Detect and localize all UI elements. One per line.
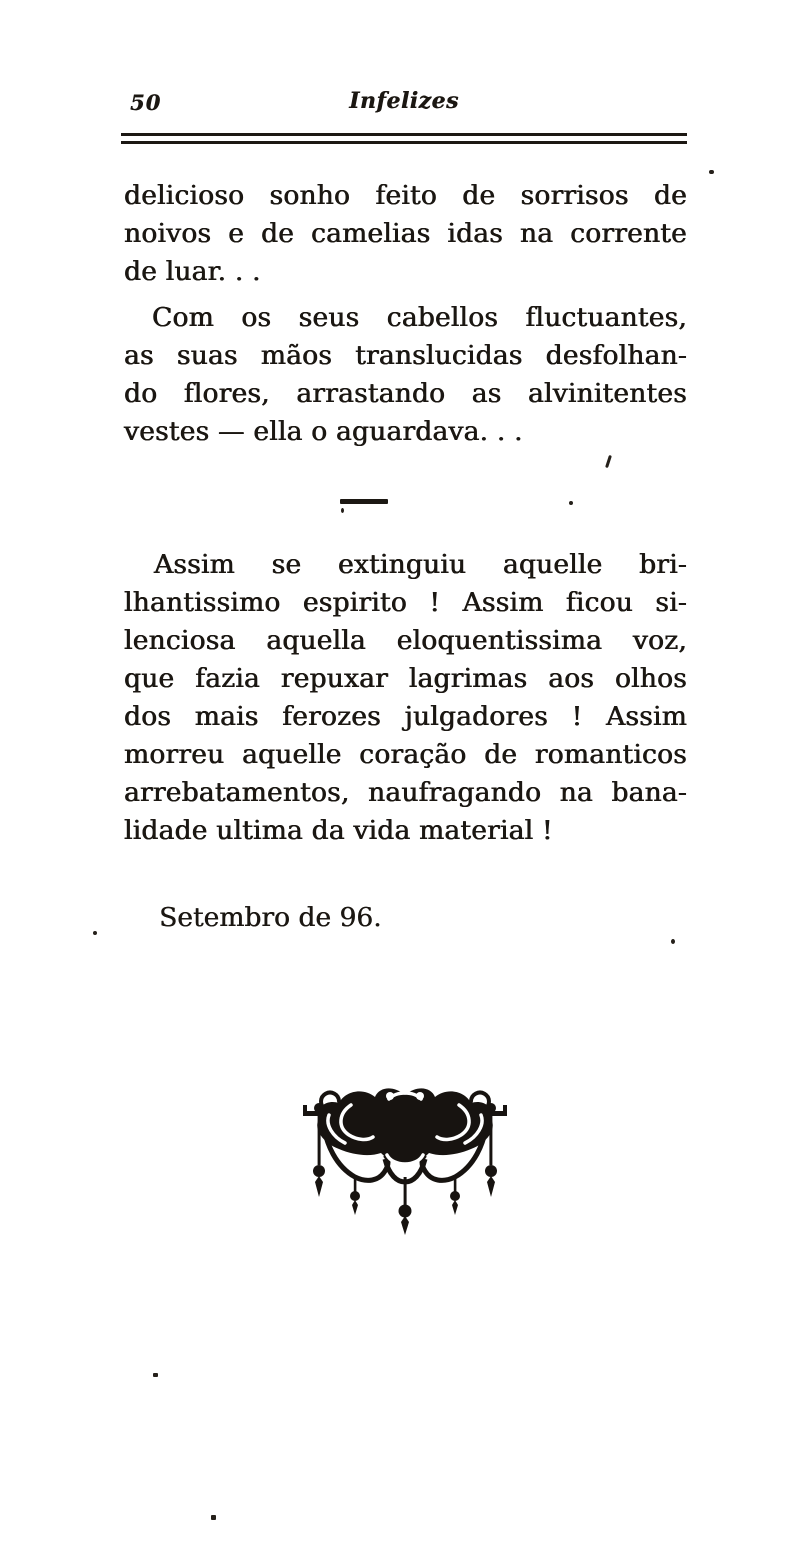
scan-speck [93,931,97,935]
text-line: vestes — ella o aguardava. . . [124,416,523,447]
text-line: Com os seus cabellos fluctuantes, [152,302,687,333]
scan-speck [211,1515,216,1520]
text-line: de luar. . . [124,256,261,287]
paragraph [124,546,687,850]
date-line: Setembro de 96. [159,902,382,933]
text-line: noivos e de camelias idas na corrente [124,218,687,249]
text-line: morreu aquelle coração de romanticos [124,739,687,770]
header-double-rule [121,133,687,144]
scan-speck [605,455,612,468]
scan-speck [153,1373,158,1377]
text-line: lidade ultima da vida material ! [124,815,553,846]
scan-speck [341,508,344,513]
paragraph [124,177,687,291]
text-line: Assim se extinguiu aquelle bri- [154,549,687,580]
scan-speck [671,939,675,944]
text-line: do flores, arrastando as alvinitentes [124,378,687,409]
text-line: dos mais ferozes julgadores ! Assim [124,701,687,732]
scan-speck [709,170,714,174]
chandelier-tailpiece-icon [293,1083,517,1235]
text-line: lhantissimo espirito ! Assim ficou si- [124,587,687,618]
text-line: arrebatamentos, naufragando na bana- [124,777,687,808]
page-number: 50 [130,90,162,115]
text-line: delicioso sonho feito de sorrisos de [124,180,687,211]
scan-speck [569,501,573,505]
text-line: as suas mãos translucidas desfolhan- [124,340,687,371]
running-title: Infelizes [349,88,459,114]
text-line: lenciosa aquella eloquentissima voz, [124,625,687,656]
text-line: que fazia repuxar lagrimas aos olhos [124,663,687,694]
paragraph [124,299,687,451]
section-break-rule [340,499,388,504]
